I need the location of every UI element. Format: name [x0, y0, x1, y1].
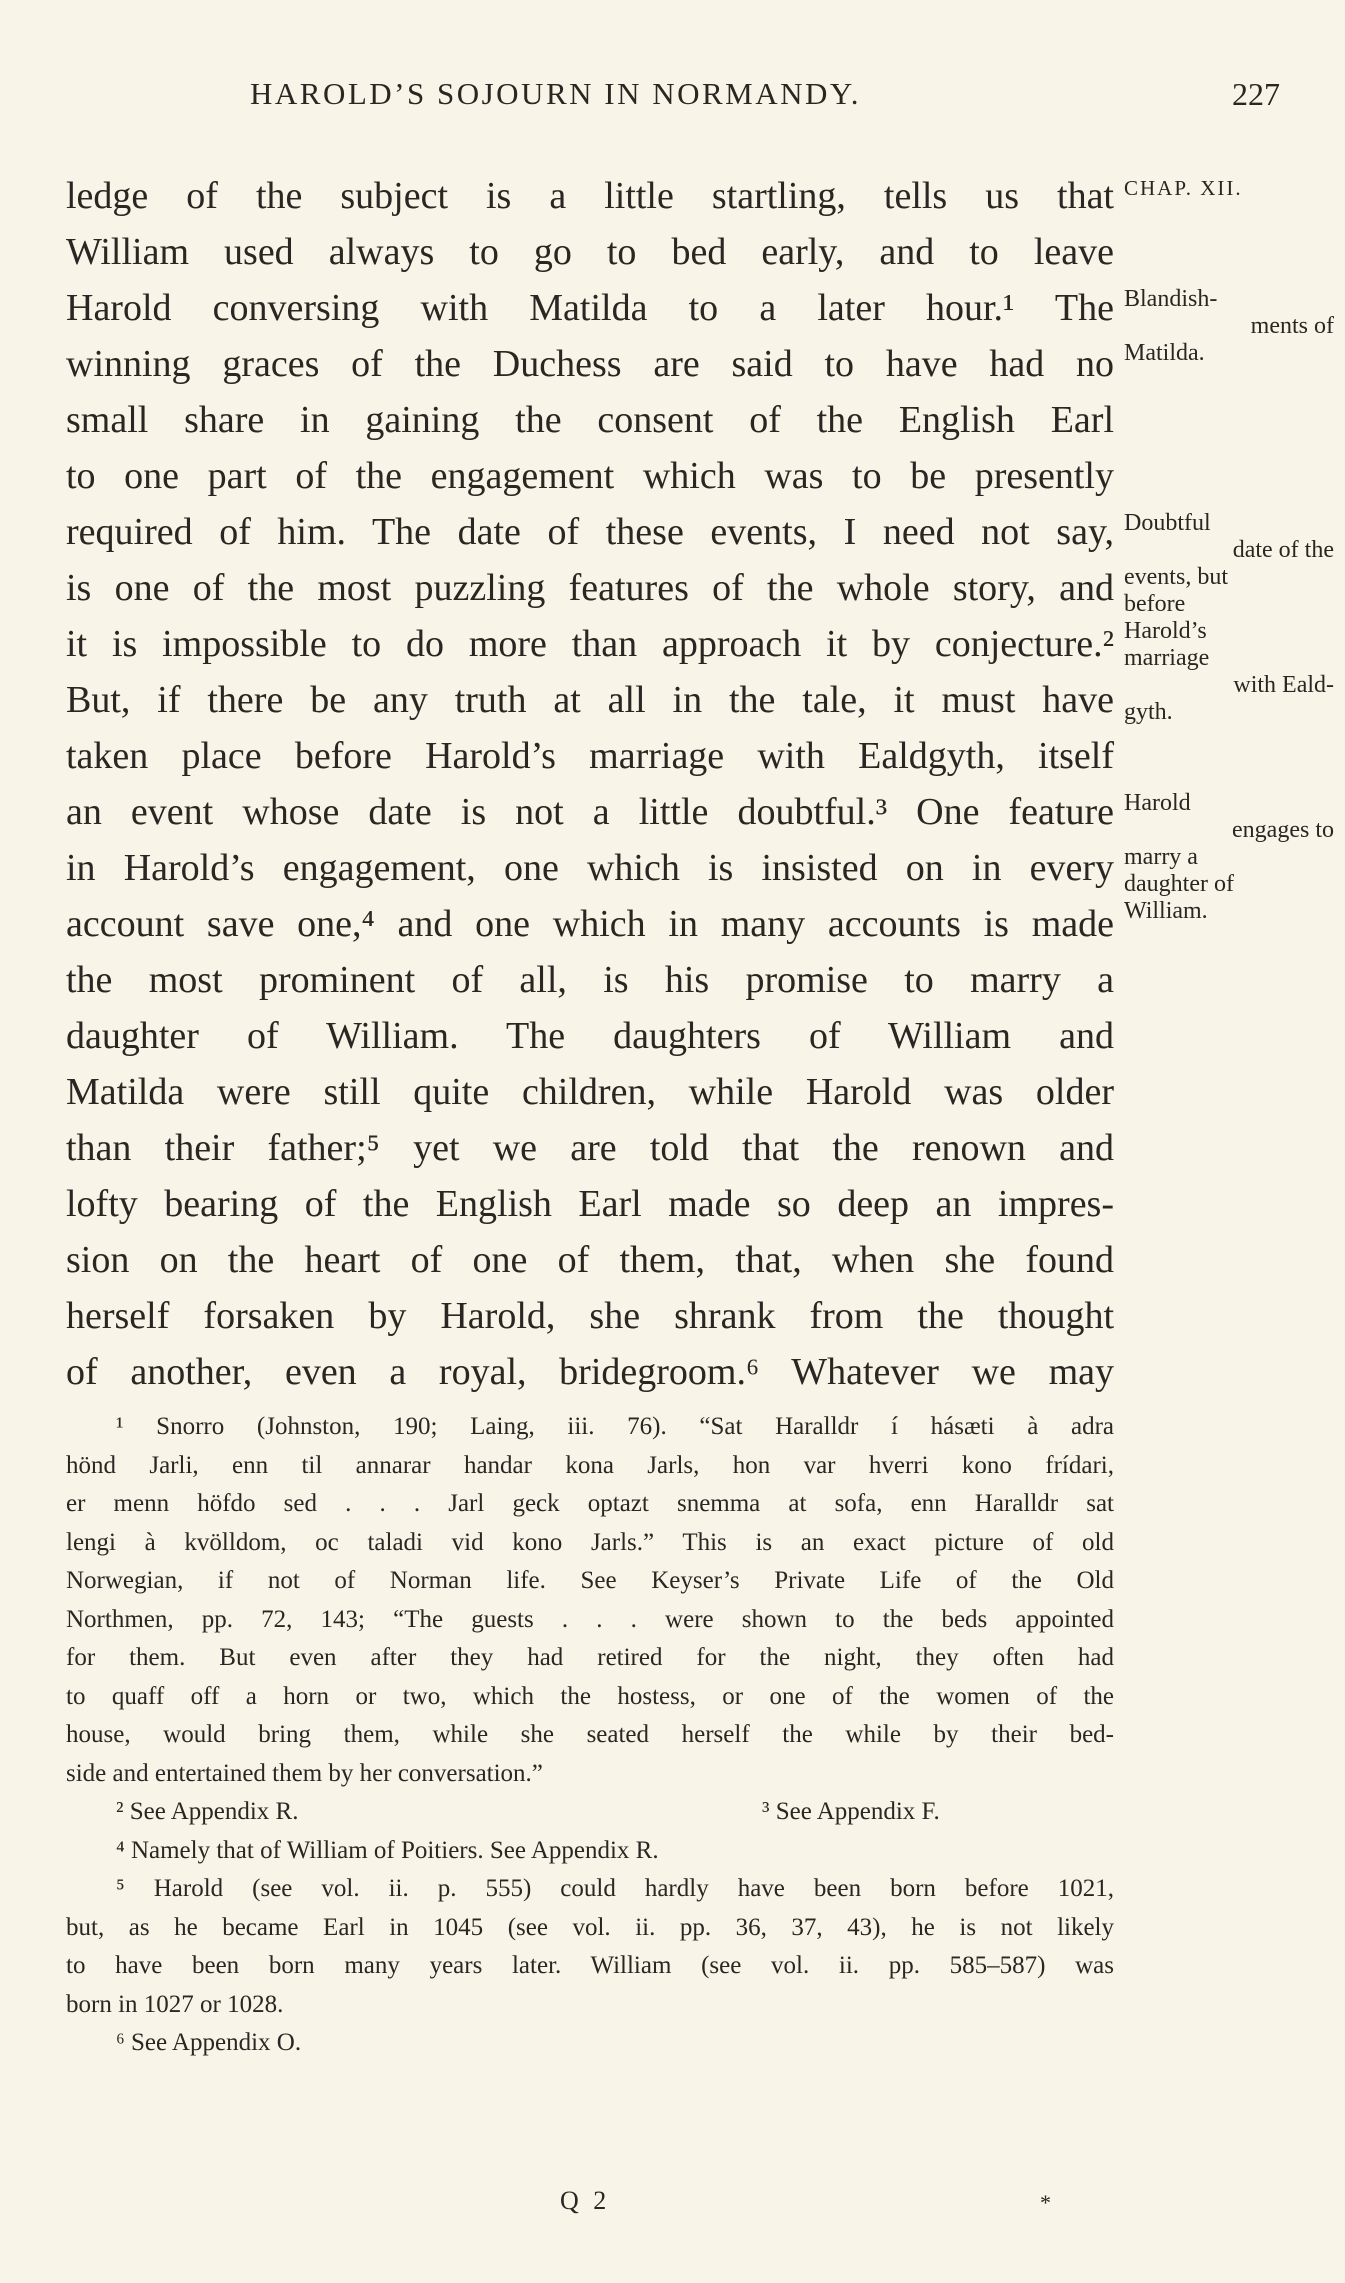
running-title: HAROLD’S SOJOURN IN NORMANDY.: [250, 76, 862, 111]
margin-note-line: marry a: [1124, 844, 1198, 870]
margin-note-line: events, but: [1124, 564, 1228, 590]
body-line: is one of the most puzzling features of the whole story, and: [66, 567, 1114, 609]
chapter-marker: CHAP. XII.: [1124, 176, 1243, 200]
footnote-1-line: to quaff off a horn or two, which the hostess, or one of the women of the: [66, 1682, 1114, 1710]
body-text: [66, 168, 1114, 1400]
footnote-1-line: hönd Jarli, enn til annarar handar kona Jarls, hon var hverri kono frídari,: [66, 1451, 1114, 1479]
body-line: it is impossible to do more than approach it by conjecture.²: [66, 623, 1114, 665]
body-line: to one part of the engagement which was to be presently: [66, 455, 1114, 497]
body-line: William used always to go to bed early, and to leave: [66, 231, 1114, 273]
body-line: required of him. The date of these events, I need not say,: [66, 511, 1114, 553]
body-line: herself forsaken by Harold, she shrank from the thought: [66, 1295, 1114, 1337]
body-line: winning graces of the Duchess are said to have had no: [66, 343, 1114, 385]
body-line: account save one,⁴ and one which in many accounts is made: [66, 903, 1114, 945]
body-line: Matilda were still quite children, while Harold was older: [66, 1071, 1114, 1113]
footnote-5-line: to have been born many years later. William (see vol. ii. pp. 585–587) was: [66, 1952, 1114, 1979]
body-line: an event whose date is not a little doubtful.³ One feature: [66, 791, 1114, 833]
running-head: [250, 76, 1280, 116]
body-line: in Harold’s engagement, one which is insisted on in every: [66, 847, 1114, 889]
body-line: But, if there be any truth at all in the tale, it must have: [66, 679, 1114, 721]
footnote-1-line: side and entertained them by her conversation.”: [66, 1759, 543, 1787]
margin-note-blandishments: [1124, 286, 1334, 367]
footnote-1-line: er menn höfdo sed . . . Jarl geck optazt snemma at sofa, enn Haralldr sat: [66, 1490, 1114, 1517]
body-line: Harold conversing with Matilda to a later hour.¹ The: [66, 287, 1114, 329]
footnote-1-line: ¹ Snorro (Johnston, 190; Laing, iii. 76). “Sat Haralldr í hásæti à adra: [116, 1413, 1114, 1440]
footnote-5-line: born in 1027 or 1028.: [66, 1990, 284, 2018]
body-line: ledge of the subject is a little startling, tells us that: [66, 175, 1114, 217]
margin-note-line: engages to: [1232, 817, 1334, 843]
footnote-1-line: Norwegian, if not of Norman life. See Keyser’s Private Life of the Old: [66, 1567, 1114, 1594]
margin-note-line: gyth.: [1124, 699, 1173, 725]
body-line: daughter of William. The daughters of William and: [66, 1015, 1114, 1057]
footnote-5-line: ⁵ Harold (see vol. ii. p. 555) could hardly have been born before 1021,: [116, 1875, 1114, 1902]
margin-note-line: date of the: [1232, 537, 1334, 563]
margin-note-line: before: [1124, 591, 1186, 617]
body-line: than their father;⁵ yet we are told that the renown and: [66, 1127, 1114, 1169]
margin-note-line: with Eald-: [1233, 672, 1334, 698]
body-line: sion on the heart of one of them, that, when she found: [66, 1239, 1114, 1281]
margin-note-doubtful-date: [1124, 510, 1334, 726]
footnote-1-line: house, would bring them, while she seated herself the while by their bed-: [66, 1721, 1114, 1748]
body-line: of another, even a royal, bridegroom.⁶ Whatever we may: [66, 1351, 1114, 1393]
margin-note-line: daughter of: [1124, 871, 1234, 897]
footnote-5-line: but, as he became Earl in 1045 (see vol. ii. pp. 36, 37, 43), he is not likely: [66, 1913, 1114, 1941]
footnote-1-line: lengi à kvölldom, oc taladi vid kono Jarls.” This is an exact picture of old: [66, 1528, 1114, 1556]
margin-note-line: William.: [1124, 898, 1208, 924]
page-number: 227: [1232, 76, 1280, 112]
footnote-6: ⁶ See Appendix O.: [116, 2029, 302, 2056]
footnote-4: ⁴ Namely that of William of Poitiers. See Appendix R.: [116, 1836, 659, 1864]
margin-note-line: Harold’s: [1124, 618, 1207, 644]
footnote-2-3-row: [66, 1793, 1114, 1832]
signature-mark: Q 2: [560, 2186, 611, 2215]
footnote-2: ² See Appendix R.: [116, 1798, 299, 1825]
margin-note-line: Matilda.: [1124, 340, 1205, 366]
footnote-1-line: for them. But even after they had retired for the night, they often had: [66, 1644, 1114, 1671]
asterisk-mark: *: [1040, 2190, 1051, 2215]
margin-note-line: Harold: [1124, 790, 1191, 816]
margin-note-line: marriage: [1124, 645, 1210, 671]
body-line: lofty bearing of the English Earl made so deep an impres-: [66, 1183, 1114, 1225]
body-line: taken place before Harold’s marriage with Ealdgyth, itself: [66, 735, 1114, 777]
margin-note-line: ments of: [1250, 313, 1334, 339]
footnotes: [66, 1408, 1114, 2063]
footnote-3: ³ See Appendix F.: [762, 1798, 940, 1825]
footnote-1-line: Northmen, pp. 72, 143; “The guests . . . were shown to the beds appointed: [66, 1605, 1114, 1633]
body-line: the most prominent of all, is his promise to marry a: [66, 959, 1114, 1001]
margin-note-line: Blandish-: [1124, 286, 1218, 312]
margin-note-harold-engages: [1124, 790, 1334, 925]
body-line: small share in gaining the consent of the English Earl: [66, 399, 1114, 441]
margin-note-line: Doubtful: [1124, 510, 1211, 536]
